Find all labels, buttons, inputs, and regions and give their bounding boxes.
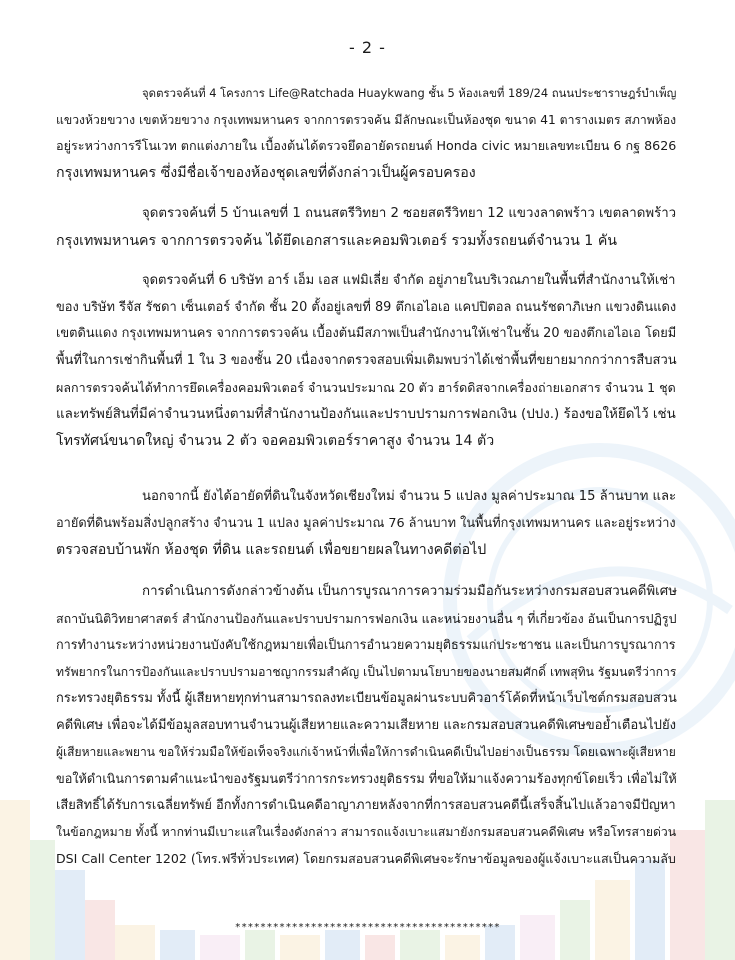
text-line: พื้นที่ในการเช่ากินพื้นที่ 1 ใน 3 ของชั้น 20 เนื่องจากตรวจสอบเพิ่มเติมพบว่าได้เช่าพื้นที่ขยายมากกว่าการสืบสวน — [56, 353, 677, 369]
paragraph-checkpoint-5 — [56, 201, 676, 254]
text-line: เสียสิทธิ์ได้รับการเฉลี่ยทรัพย์ อีกทั้งการดำเนินคดีอาญาภายหลังจากที่การสอบสวนคดีนี้เสร็จสิ้นไปแล้วอาจมีปัญหา — [56, 797, 676, 813]
text-line: ทรัพยากรในการป้องกันและปราบปรามอาชญากรรมสำคัญ เป็นไปตามนโยบายของนายสมศักดิ์ เทพสุทิน รัฐมนตรีว่าการ — [56, 665, 677, 680]
paragraph-checkpoint-6 — [56, 268, 676, 455]
text-line: DSI Call Center 1202 (โทร.ฟรีทั่วประเทศ) โดยกรมสอบสวนคดีพิเศษจะรักษาข้อมูลของผู้แจ้งเบาะแสเป็นความลับ — [56, 851, 676, 867]
text-line: และทรัพย์สินที่มีค่าจำนวนหนึ่งตามที่สำนักงานป้องกันและปราบปรามการฟอกเงิน (ปปง.) ร้องขอให้ยึดไว้ เช่น — [56, 406, 676, 422]
text-line: กรุงเทพมหานคร ซึ่งมีชื่อเจ้าของห้องชุดเลขที่ดังกล่าวเป็นผู้ครอบครอง — [56, 165, 476, 182]
end-separator: ****************************************** — [234, 922, 501, 933]
paragraph-assets-seized — [56, 484, 676, 564]
text-line: ผลการตรวจค้นได้ทำการยึดเครื่องคอมพิวเตอร์ จำนวนประมาณ 20 ตัว ฮาร์ดดิสจากเครื่องถ่ายเอกสาร จำนวน 1 ชุด — [56, 379, 676, 395]
text-line: ของ บริษัท รีจัส รัชดา เซ็นเตอร์ จำกัด ชั้น 20 ตั้งอยู่เลขที่ 89 ตึกเอไอเอ แคปปิตอล ถนนรัชดาภิเษก แขวงดินแดง — [56, 299, 677, 315]
paragraph-cooperation-statement — [56, 579, 676, 873]
text-line: โทรทัศน์ขนาดใหญ่ จำนวน 2 ตัว จอคอมพิวเตอร์ราคาสูง จำนวน 14 ตัว — [56, 433, 495, 450]
text-line: แขวงห้วยขวาง เขตห้วยขวาง กรุงเทพมหานคร จากการตรวจค้น มีลักษณะเป็นห้องชุด ขนาด 41 ตารางเมตร สภาพห้อง — [56, 112, 677, 127]
text-line: ในข้อกฎหมาย ทั้งนี้ หากท่านมีเบาะแสในเรื่องดังกล่าว สามารถแจ้งเบาะแสมายังกรมสอบสวนคดีพิเศษ หรือโทรสายด่วน — [56, 825, 677, 840]
text-line: กระทรวงยุติธรรม ทั้งนี้ ผู้เสียหายทุกท่านสามารถลงทะเบียนข้อมูลผ่านระบบคิวอาร์โค้ดที่หน้าเว็บไซต์กรมสอบสวน — [56, 690, 677, 706]
text-line: กรุงเทพมหานคร จากการตรวจค้น ได้ยึดเอกสารและคอมพิวเตอร์ รวมทั้งรถยนต์จำนวน 1 คัน — [56, 232, 618, 249]
page-number: - 2 - — [349, 38, 386, 57]
text-line: จุดตรวจค้นที่ 6 บริษัท อาร์ เอ็ม เอส แฟมิเลี่ย จำกัด อยู่ภายในบริเวณภายในพื้นที่สำนักงานให้เช่า — [142, 273, 676, 288]
text-line: การทำงานระหว่างหน่วยงานบังคับใช้กฎหมายเพื่อเป็นการอำนวยความยุติธรรมแก่ประชาชน และเป็นการบูรณาการ — [56, 637, 676, 653]
text-line: ตรวจสอบบ้านพัก ห้องชุด ที่ดิน และรถยนต์ เพื่อขยายผลในทางคดีต่อไป — [56, 542, 487, 559]
text-line: จุดตรวจค้นที่ 5 บ้านเลขที่ 1 ถนนสตรีวิทยา 2 ซอยสตรีวิทยา 12 แขวงลาดพร้าว เขตลาดพร้าว — [142, 206, 677, 221]
text-line: ผู้เสียหายและพยาน ขอให้ร่วมมือให้ข้อเท็จจริงแก่เจ้าหน้าที่เพื่อให้การดำเนินคดีเป็นไปอย่างเป็นธรรม โดยเฉพาะผู้เสียหาย — [56, 745, 676, 760]
text-line: อายัดที่ดินพร้อมสิ่งปลูกสร้าง จำนวน 1 แปลง มูลค่าประมาณ 76 ล้านบาท ในพื้นที่กรุงเทพมหานคร และอยู่ระหว่าง — [56, 515, 676, 531]
text-line: จุดตรวจค้นที่ 4 โครงการ Life@Ratchada Huaykwang ชั้น 5 ห้องเลขที่ 189/24 ถนนประชาราษฎร์บำเพ็ญ — [142, 86, 677, 100]
text-line: อยู่ระหว่างการรีโนเวท ตกแต่งภายใน เบื้องต้นได้ตรวจยึดอายัดรถยนต์ Honda civic หมายเลขทะเบียน 6 กฐ 8626 — [56, 138, 677, 154]
text-line: สถาบันนิติวิทยาศาสตร์ สำนักงานป้องกันและปราบปรามการฟอกเงิน และหน่วยงานอื่น ๆ ที่เกี่ยวข้อง อันเป็นการปฏิรูป — [56, 610, 677, 626]
text-line: คดีพิเศษ เพื่อจะได้มีข้อมูลสอบทานจำนวนผู้เสียหายและความเสียหาย และกรมสอบสวนคดีพิเศษขอย้ำเตือนไปยัง — [56, 717, 676, 733]
text-line: เขตดินแดง กรุงเทพมหานคร จากการตรวจค้น เบื้องต้นมีสภาพเป็นสำนักงานให้เช่าในชั้น 20 ของตึกเอไอเอ โดยมี — [56, 326, 677, 342]
paragraph-checkpoint-4 — [56, 80, 676, 187]
text-line: นอกจากนี้ ยังได้อายัดที่ดินในจังหวัดเชียงใหม่ จำนวน 5 แปลง มูลค่าประมาณ 15 ล้านบาท และ — [142, 489, 677, 504]
text-line: การดำเนินการดังกล่าวข้างต้น เป็นการบูรณาการความร่วมมือกันระหว่างกรมสอบสวนคดีพิเศษ — [142, 584, 677, 599]
text-line: ขอให้ดำเนินการตามคำแนะนำของรัฐมนตรีว่าการกระทรวงยุติธรรม ที่ขอให้มาแจ้งความร้องทุกข์โดยเร็ว เพื่อไม่ให้ — [56, 770, 677, 786]
